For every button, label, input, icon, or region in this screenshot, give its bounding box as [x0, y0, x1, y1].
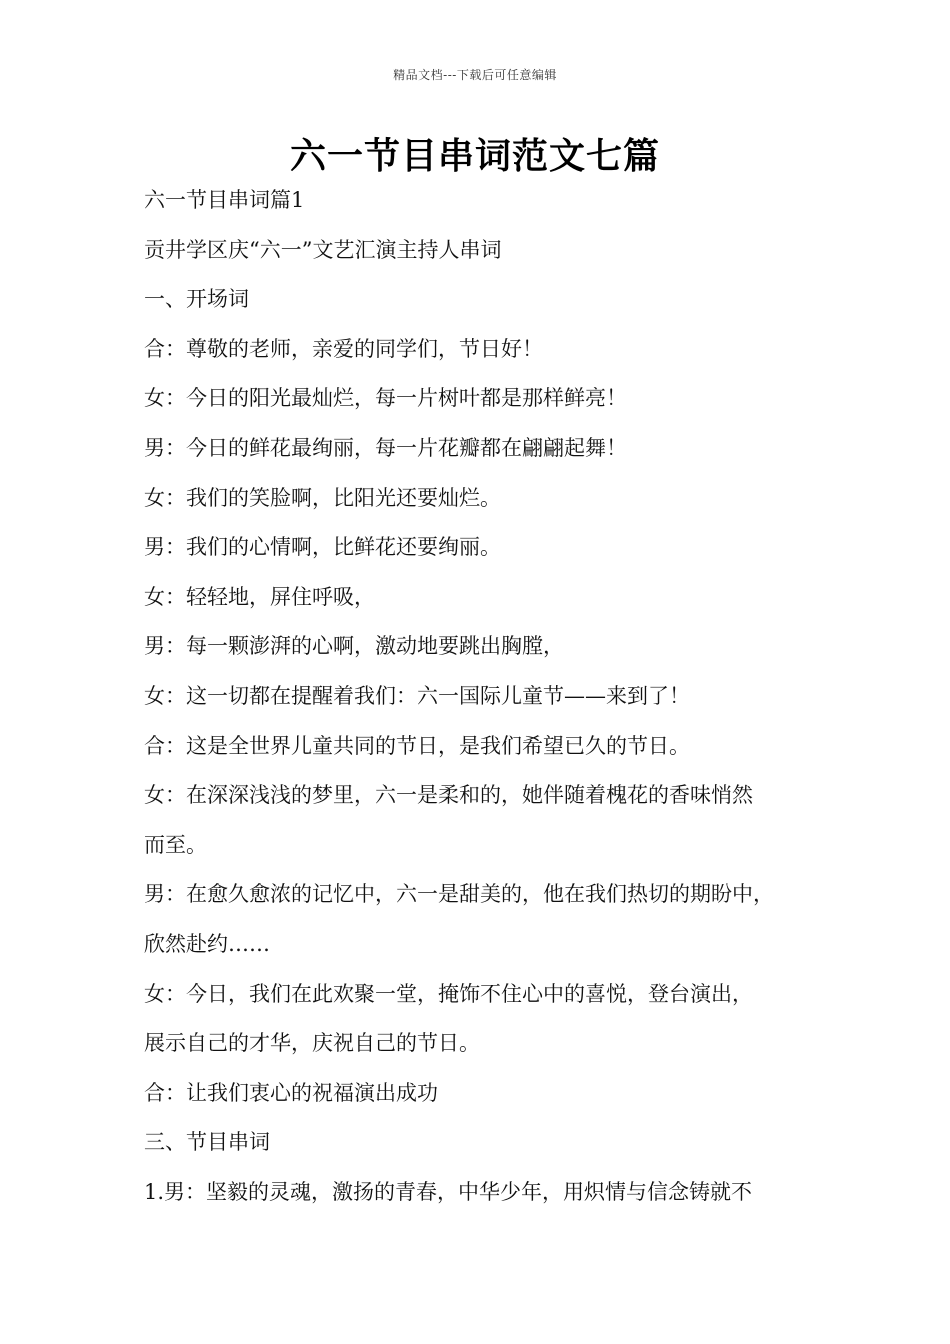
paragraph-line: 展示自己的才华，庆祝自己的节日。 — [144, 1031, 480, 1056]
paragraph-line: 1.男：坚毅的灵魂，激扬的青春，中华少年，用炽情与信念铸就不 — [144, 1179, 753, 1204]
paragraph-line: 男：今日的鲜花最绚丽，每一片花瓣都在翩翩起舞！ — [144, 435, 627, 460]
paragraph-line: 合：尊敬的老师，亲爱的同学们，节日好！ — [144, 336, 543, 361]
paragraph-line: 一、开场词 — [144, 287, 249, 312]
paragraph-line: 男：在愈久愈浓的记忆中，六一是甜美的，他在我们热切的期盼中， — [144, 882, 774, 907]
paragraph-line: 而至。 — [144, 832, 207, 857]
paragraph-line: 女：今日，我们在此欢聚一堂，掩饰不住心中的喜悦，登台演出， — [144, 981, 753, 1006]
paragraph-line: 女：在深深浅浅的梦里，六一是柔和的，她伴随着槐花的香味悄然 — [144, 783, 753, 808]
paragraph-line: 贡井学区庆“六一”文艺汇演主持人串词 — [144, 237, 502, 262]
paragraph-line: 女：轻轻地，屏住呼吸， — [144, 584, 375, 609]
paragraph-line: 合：让我们衷心的祝福演出成功 — [144, 1080, 438, 1105]
paragraph-line: 六一节目串词篇1 — [144, 188, 305, 212]
paragraph-line: 三、节目串词 — [144, 1130, 270, 1155]
paragraph-line: 女：这一切都在提醒着我们：六一国际儿童节——来到了！ — [144, 683, 690, 708]
document-title: 六一节目串词范文七篇 — [289, 135, 660, 177]
header-note: 精品文档---下载后可任意编辑 — [393, 68, 557, 82]
document-body — [144, 182, 824, 1223]
paragraph-line: 女：我们的笑脸啊，比阳光还要灿烂。 — [144, 485, 501, 510]
paragraph-line: 欣然赴约…… — [144, 931, 270, 956]
paragraph-line: 男：我们的心情啊，比鲜花还要绚丽。 — [144, 535, 501, 560]
paragraph-line: 女：今日的阳光最灿烂，每一片树叶都是那样鲜亮！ — [144, 386, 627, 411]
paragraph-line: 合：这是全世界儿童共同的节日，是我们希望已久的节日。 — [144, 733, 690, 758]
paragraph-line: 男：每一颗澎湃的心啊，激动地要跳出胸膛， — [144, 634, 564, 659]
